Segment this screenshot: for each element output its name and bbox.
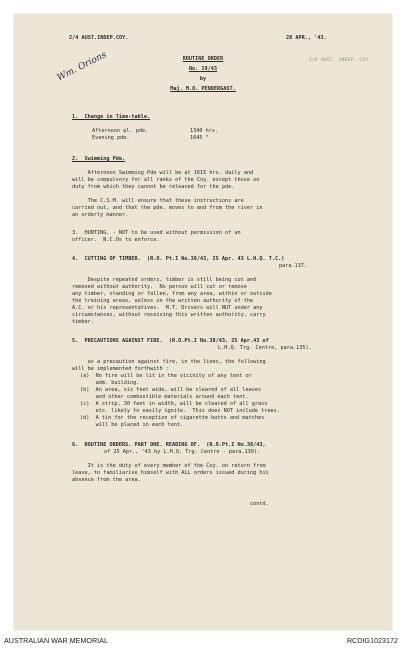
order-title: ROUTINE ORDER bbox=[182, 56, 224, 62]
section-6-reference: of 25 Apr., '43 by L.H.Q. Trg. Centre - para.130). bbox=[104, 449, 261, 455]
order-date: 28 APR., '43. bbox=[286, 35, 327, 41]
section-5-reference: L.H.Q. Trg. Centre, para.135). bbox=[218, 345, 312, 351]
section-2-line: The C.S.M. will ensure that these instructions are bbox=[72, 198, 244, 204]
section-5-item-b: and other combustible materials around each tent. bbox=[80, 394, 249, 400]
section-2-line: Afternoon Swimming Pde will be at 1615 hrs. daily and bbox=[72, 170, 254, 176]
section-5-item-c: (c) A strip, 30 feet in width, will be cleared of all grass bbox=[80, 401, 268, 407]
section-5-item-c: etc. likely to easily ignite. This does NOT include trees. bbox=[80, 408, 280, 414]
section-5-item-d: will be placed in each tent. bbox=[80, 422, 184, 428]
section-5-line: will be implemented forthwith : bbox=[72, 366, 169, 372]
section-5-line: as a precaution against fire, in the lines, the following bbox=[72, 359, 266, 365]
section-3-line: officer. N.C.Os to enforce. bbox=[72, 237, 160, 243]
order-number: No. 19/43 bbox=[188, 66, 218, 72]
section-2-line: carried out, and that the pde. moves to and from the river in bbox=[72, 205, 263, 211]
unit-stamp: 2/4 AUST. INDEP. COY bbox=[309, 58, 369, 63]
section-6-line: leave, to familiarise himself with ALL orders issued during his bbox=[72, 470, 269, 476]
archive-credit: AUSTRALIAN WAR MEMORIAL bbox=[4, 636, 108, 645]
section-4-reference: para.137. bbox=[279, 263, 308, 269]
timetable-label-2: Evening pde. bbox=[92, 135, 130, 141]
section-2-line: duty from which they cannot be released for the pde. bbox=[72, 184, 235, 190]
section-5-item-b: (b) An area, six feet wide, will be cleared of all leaves bbox=[80, 387, 262, 393]
timetable-label-1: Afternoon pl. pde. bbox=[92, 128, 149, 134]
section-4-line: any timber, standing or fallen, from any area, within or outside bbox=[72, 291, 272, 297]
timetable-value-1: 1340 hrs. bbox=[190, 128, 219, 134]
section-5-item-a: adm. building. bbox=[80, 380, 140, 386]
order-by: by bbox=[199, 76, 207, 82]
section-6-line: It is the duty of every member of the Coy. on return from bbox=[72, 463, 266, 469]
section-4-line: circumstances, without receiving this written authority, carry bbox=[72, 312, 266, 318]
section-6-heading: 6. ROUTINE ORDERS. PART ONE. READING OF. (R.O.Pt.I No.38/43, bbox=[72, 442, 266, 448]
order-author: Maj. M.O. PENDERGAST. bbox=[170, 86, 236, 92]
section-3-heading: 3. HUNTING. - NOT to be used without permission of an bbox=[72, 230, 241, 236]
section-4-heading: 4. CUTTING OF TIMBER. (R.O. Pt.I No.38/43, 25 Apr. 43 L.H.Q. T.C.) bbox=[72, 256, 285, 262]
continued-note: contd. bbox=[250, 501, 269, 507]
handwritten-signature: Wm. Orions bbox=[55, 50, 109, 84]
section-4-line: A.C. or his representatives. M.T. Drivers will NOT under any bbox=[72, 305, 263, 311]
section-2-line: an orderly manner. bbox=[72, 212, 129, 218]
timetable-value-2: 1645 " bbox=[190, 135, 209, 141]
section-1-heading: 1. Change in Time-table. bbox=[72, 114, 151, 120]
section-2-heading: 2. Swimming Pde. bbox=[72, 156, 126, 162]
archive-reference: RCDIG1023172 bbox=[346, 636, 398, 645]
section-5-item-d: (d) A tin for the reception of cigarette butts and matches bbox=[80, 415, 265, 421]
section-4-line: Despite repeated orders, timber is still being cut and bbox=[72, 277, 257, 283]
section-5-heading: 5. PRECAUTIONS AGAINST FIRE. (R.O.Pt.I No.38/43, 25 Apr.43 of bbox=[72, 338, 269, 344]
section-4-line: removed without authority. No person will cut or remove bbox=[72, 284, 247, 290]
section-4-line: timber. bbox=[72, 319, 94, 325]
unit-heading: 2/4 AUST.INDEP.COY. bbox=[69, 35, 129, 41]
section-5-item-a: (a) No fire will be lit in the vicinity of any tent or bbox=[80, 373, 252, 379]
document-page bbox=[14, 14, 392, 630]
section-2-line: will be compulsory for all ranks of the Coy. except those on bbox=[72, 177, 260, 183]
section-4-line: the training areas, unless on the written authority of the bbox=[72, 298, 254, 304]
section-6-line: absence from the area. bbox=[72, 477, 141, 483]
